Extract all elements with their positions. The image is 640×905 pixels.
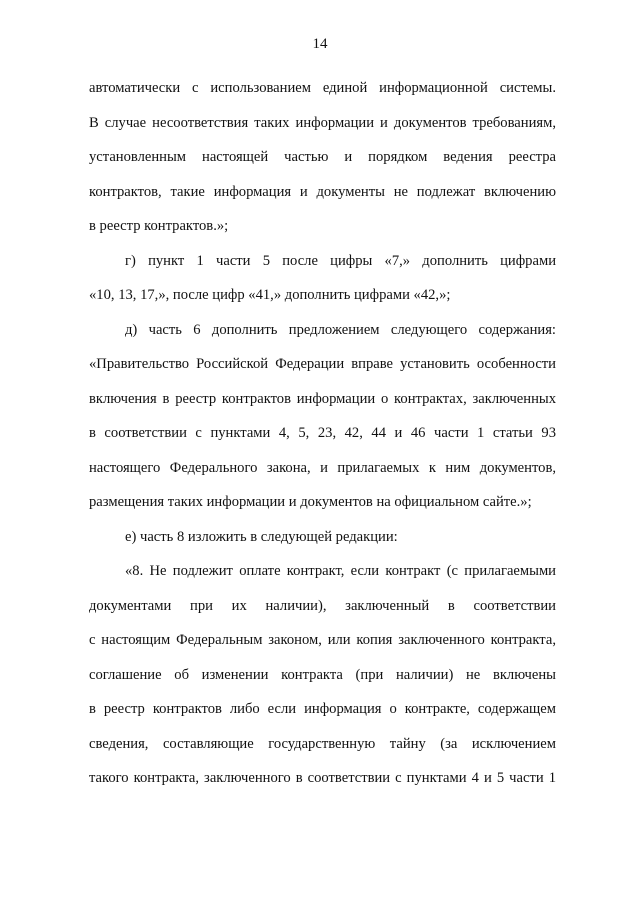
text-line: контрактов, такие информация и документы не подлежат включению: [89, 183, 556, 200]
text-line: такого контракта, заключенного в соответствии с пунктами 4 и 5 части 1: [89, 770, 556, 786]
text-line: «10, 13, 17,», после цифр «41,» дополнить цифрами «42,»;: [89, 287, 451, 303]
text-line: с настоящим Федеральным законом, или копия заключенного контракта,: [89, 632, 556, 648]
text-line: в соответствии с пунктами 4, 5, 23, 42, 44 и 46 части 1 статьи 93: [89, 425, 556, 441]
text-line: в реестр контрактов либо если информация о контракте, содержащем: [89, 701, 556, 717]
text-line: настоящего Федерального закона, и прилагаемых к ним документов,: [89, 459, 556, 476]
document-body: [89, 71, 556, 796]
text-line: «8. Не подлежит оплате контракт, если контракт (с прилагаемыми: [125, 563, 556, 579]
text-line: документами при их наличии), заключенный в соответствии: [89, 597, 556, 614]
text-line: включения в реестр контрактов информации о контрактах, заключенных: [89, 390, 556, 407]
text-line: В случае несоответствия таких информации и документов требованиям,: [89, 114, 556, 131]
text-line: «Правительство Российской Федерации вправе установить особенности: [89, 356, 556, 372]
text-line: г) пункт 1 части 5 после цифры «7,» дополнить цифрами: [125, 252, 556, 269]
text-line: автоматически с использованием единой информационной системы.: [89, 80, 556, 96]
text-line: е) часть 8 изложить в следующей редакции:: [125, 528, 398, 545]
text-line: соглашение об изменении контракта (при наличии) не включены: [89, 666, 556, 683]
page-number: 14: [312, 36, 328, 52]
text-line: сведения, составляющие государственную тайну (за исключением: [89, 735, 556, 752]
text-line: в реестр контрактов.»;: [89, 218, 229, 234]
text-line: размещения таких информации и документов на официальном сайте.»;: [89, 494, 532, 510]
text-line: д) часть 6 дополнить предложением следующего содержания:: [125, 321, 556, 338]
text-line: установленным настоящей частью и порядком ведения реестра: [89, 149, 556, 165]
